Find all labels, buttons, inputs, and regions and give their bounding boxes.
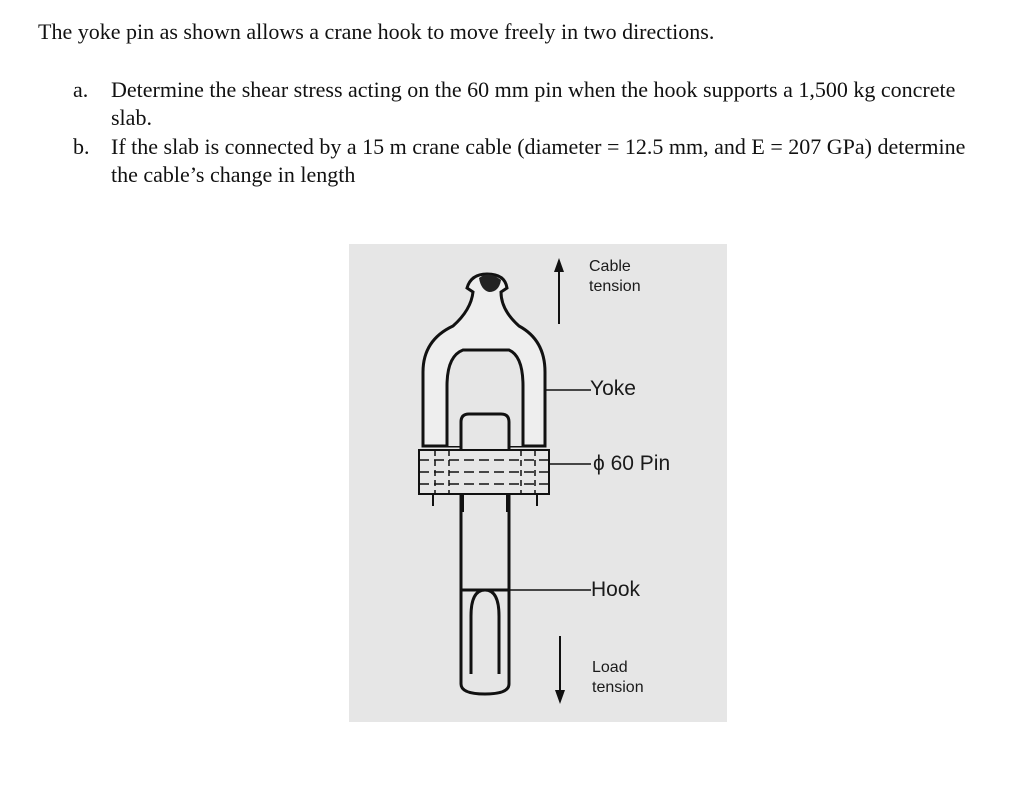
question-a-marker: a. xyxy=(73,77,89,102)
question-b-text: If the slab is connected by a 15 m crane cable (diameter = 12.5 mm, and E = 207 GPa) determine the cable’s change in length xyxy=(111,134,966,187)
yoke-hook-diagram xyxy=(349,244,727,722)
pin-label: ϕ 60 Pin xyxy=(593,452,671,475)
yoke-pin-figure xyxy=(349,244,727,722)
yoke-label: Yoke xyxy=(590,377,636,400)
question-b-marker: b. xyxy=(73,134,90,159)
load-tension-label: Load tension xyxy=(592,659,644,696)
question-a-text: Determine the shear stress acting on the 60 mm pin when the hook supports a 1,500 kg concrete slab. xyxy=(111,77,956,130)
hook-label: Hook xyxy=(591,578,641,601)
problem-intro: The yoke pin as shown allows a crane hook to move freely in two directions. xyxy=(38,19,715,44)
cable-tension-label: Cable tension xyxy=(589,258,641,295)
